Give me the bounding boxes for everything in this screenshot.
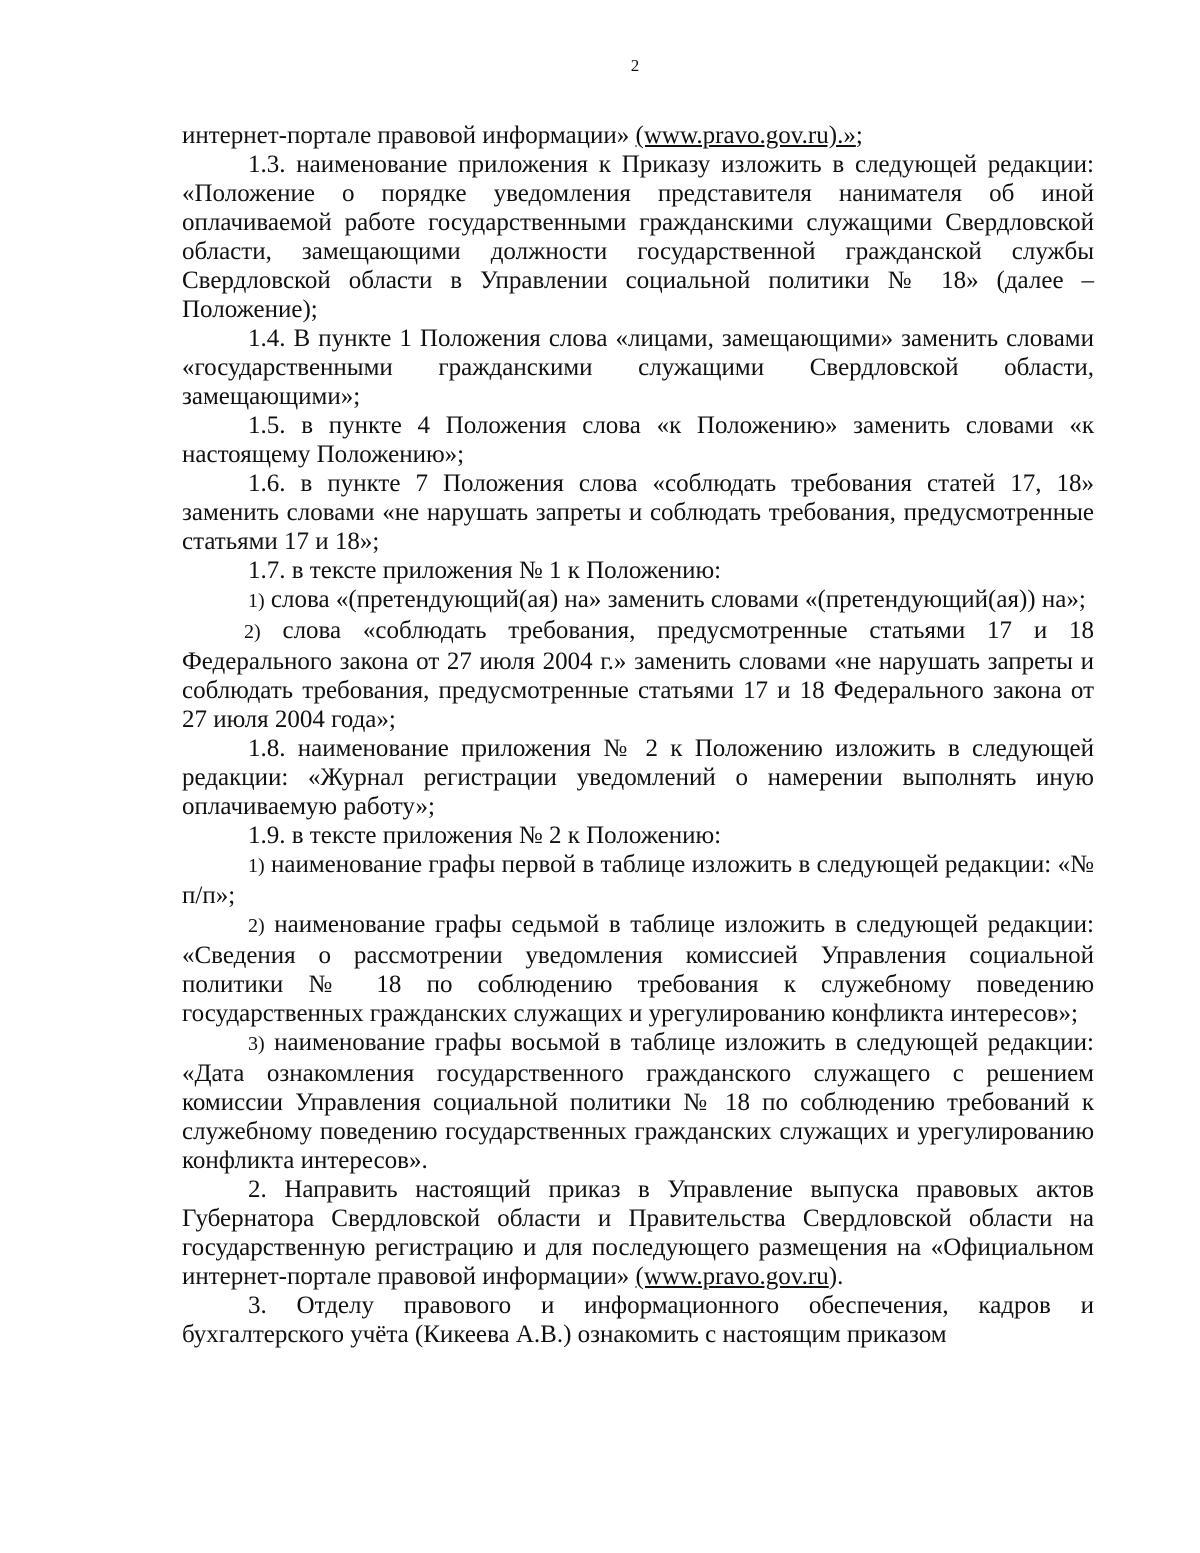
paragraph-continuation: интернет-портале правовой информации» (www.pravo.gov.ru).»; [182,122,863,149]
paragraph-1-6: 1.6. в пункте 7 Положения слова «соблюдать требования статей 17, 18» заменить словами «не нарушать запреты и соблюдать требования, предусмотренные статьями 17 и 18»; [182,470,1094,555]
paragraph-1-9-item-2: 2) наименование графы седьмой в таблице изложить в следующей редакции: «Сведения о рассмотрении уведомления комиссией Управления социальной политики № 18 по соблюдению требования к служебному поведению государственных гражданских служащих и урегулированию конфликта интересов»; [182,911,1094,1027]
paragraph-3: 3. Отделу правового и информационного обеспечения, кадров и бухгалтерского учёта (Кикеева А.В.) ознакомить с настоящим приказом [182,1292,1094,1348]
paragraph-1-9: 1.9. в тексте приложения № 2 к Положению: [248,822,722,849]
paragraph-1-3: 1.3. наименование приложения к Приказу изложить в следующей редакции: «Положение о порядке уведомления представителя нанимателя об иной оплачиваемой работе государственными гражданскими служащими Свердловской области, замещающими должности государственной гражданской службы Свердловской области в Управлении социальной политики № 18» (далее – Положение); [182,151,1094,323]
page-number: 2 [630,56,640,75]
paragraph-1-4: 1.4. В пункте 1 Положения слова «лицами, замещающими» заменить словами «государственными гражданскими служащими Свердловской области, замещающими»; [182,325,1094,410]
paragraph-1-9-item-3: 3) наименование графы восьмой в таблице изложить в следующей редакции: «Дата ознакомления государственного гражданского служащего с решением комиссии Управления социальной политики № 18 по соблюдению требований к служебному поведению государственных гражданских служащих и урегулированию конфликта интересов». [182,1029,1094,1174]
paragraph-1-7-item-2: 2) слова «соблюдать требования, предусмотренные статьями 17 и 18 Федерального закона от 27 июля 2004 г.» заменить словами «не нарушать запреты и соблюдать требования, предусмотренные статьями 17 и 18 Федерального закона от 27 июля 2004 года»; [182,617,1094,733]
paragraph-1-8: 1.8. наименование приложения № 2 к Положению изложить в следующей редакции: «Журнал регистрации уведомлений о намерении выполнять иную оплачиваемую работу»; [182,735,1094,820]
paragraph-1-7: 1.7. в тексте приложения № 1 к Положению: [248,557,722,584]
paragraph-1-7-item-1: 1) слова «(претендующий(ая) на» заменить словами «(претендующий(ая)) на»; [248,586,1086,613]
paragraph-1-9-item-1: 1) наименование графы первой в таблице изложить в следующей редакции: «№ п/п»; [182,851,1094,909]
paragraph-2: 2. Направить настоящий приказ в Управление выпуска правовых актов Губернатора Свердловской области и Правительства Свердловской области на государственную регистрацию и для последующего размещения на «Официальном интернет-портале правовой информации» (www.pravo.gov.ru). [182,1176,1094,1290]
pravo-link[interactable]: (www.pravo.gov.ru).» [635,122,856,149]
pravo-link-2[interactable]: (www.pravo.gov.ru [635,1263,829,1290]
paragraph-1-5: 1.5. в пункте 4 Положения слова «к Положению» заменить словами «к настоящему Положению»; [182,412,1094,468]
document-body [182,121,1094,1349]
